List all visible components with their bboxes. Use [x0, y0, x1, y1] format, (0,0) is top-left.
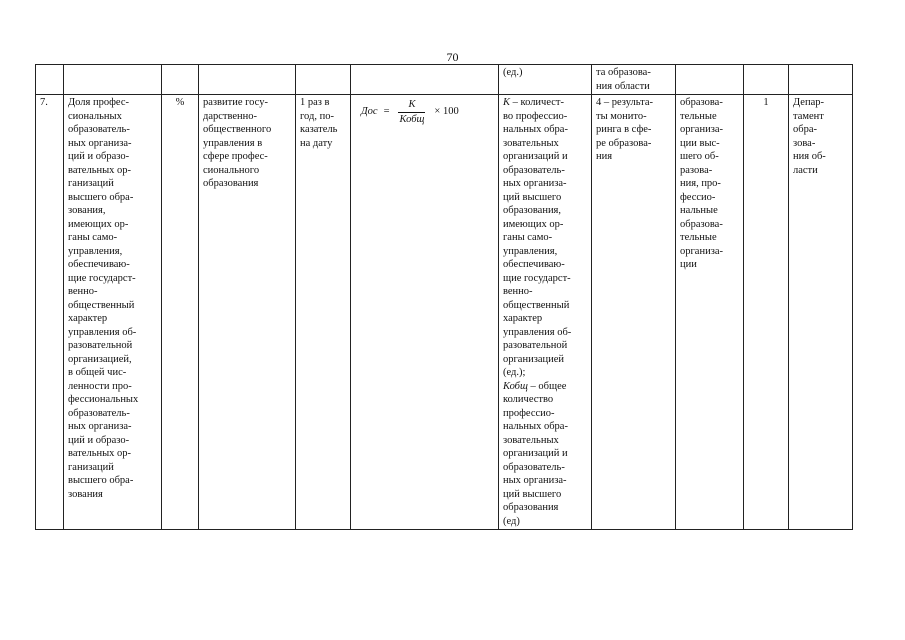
formula	[355, 96, 494, 126]
continuation-definitions-cell: (ед.)	[499, 65, 592, 95]
object-cell: образова- тельные организа- ции выс- шего об- разова- ния, про- фессио- нальные образова- тельные организа- ции	[676, 95, 744, 530]
cell-empty	[789, 65, 853, 95]
continuation-row	[36, 65, 853, 95]
cell-empty	[676, 65, 744, 95]
formula-lhs: Дос	[361, 106, 378, 118]
definition-k-text: – количест- во профессио- нальных обра- зовательных организаций и образователь- ных организа- ций высшего образования, имеющих ор- ганы само- управления, обеспечиваю- щие государст- венно- общественный характер управления об- разовательной организацией (ед.);	[503, 97, 572, 378]
formula-fraction	[396, 98, 429, 126]
page-number: 70	[446, 50, 459, 64]
cell-empty	[351, 65, 499, 95]
formula-multiplier: × 100	[434, 106, 459, 118]
definition-kobsh	[503, 380, 587, 529]
indicator-name-cell: Доля профес- сиональных образователь- ных организа- ций и образо- вательных ор- ганизаций высшего обра- зования, имеющих ор- ганы само- управления, обеспечиваю- щие государст- венно- общественный характер управления об- разовательной организацией, в общей чис- ленности про- фессиональных образователь- ных организа- ций и образо- вательных ор- ганизаций высшего обра- зования	[64, 95, 162, 530]
formula-cell	[351, 95, 499, 530]
cell-empty	[199, 65, 296, 95]
definition-kobsh-text: – общее количество профессио- нальных обра- зовательных организаций и образователь- ных организа- ций высшего образования (ед)	[503, 380, 568, 527]
unit-cell: %	[162, 95, 199, 530]
responsible-cell: Депар- тамент обра- зова- ния об- ласти	[789, 95, 853, 530]
indicators-table	[35, 64, 853, 530]
code-cell: 1	[744, 95, 789, 530]
continuation-source-cell: та образова- ния области	[592, 65, 676, 95]
cell-empty	[296, 65, 351, 95]
formula-numerator: K	[398, 98, 425, 113]
source-cell: 4 – результа- ты монито- ринга в сфе- ре образова- ния	[592, 95, 676, 530]
cell-empty	[64, 65, 162, 95]
definitions-cell	[499, 95, 592, 530]
formula-denominator: Кобщ	[399, 113, 425, 125]
formula-equals: =	[383, 106, 390, 118]
definition-kobsh-symbol: Кобщ	[503, 380, 528, 392]
definition-k	[503, 96, 587, 380]
purpose-cell: развитие госу- дарственно- общественного управления в сфере профес- сионального образования	[199, 95, 296, 530]
definition-k-symbol: K	[503, 97, 511, 108]
table-row	[36, 95, 853, 530]
cell-empty	[162, 65, 199, 95]
cell-empty	[36, 65, 64, 95]
periodicity-cell: 1 раз в год, по- казатель на дату	[296, 95, 351, 530]
row-number-cell: 7.	[36, 95, 64, 530]
cell-empty	[744, 65, 789, 95]
